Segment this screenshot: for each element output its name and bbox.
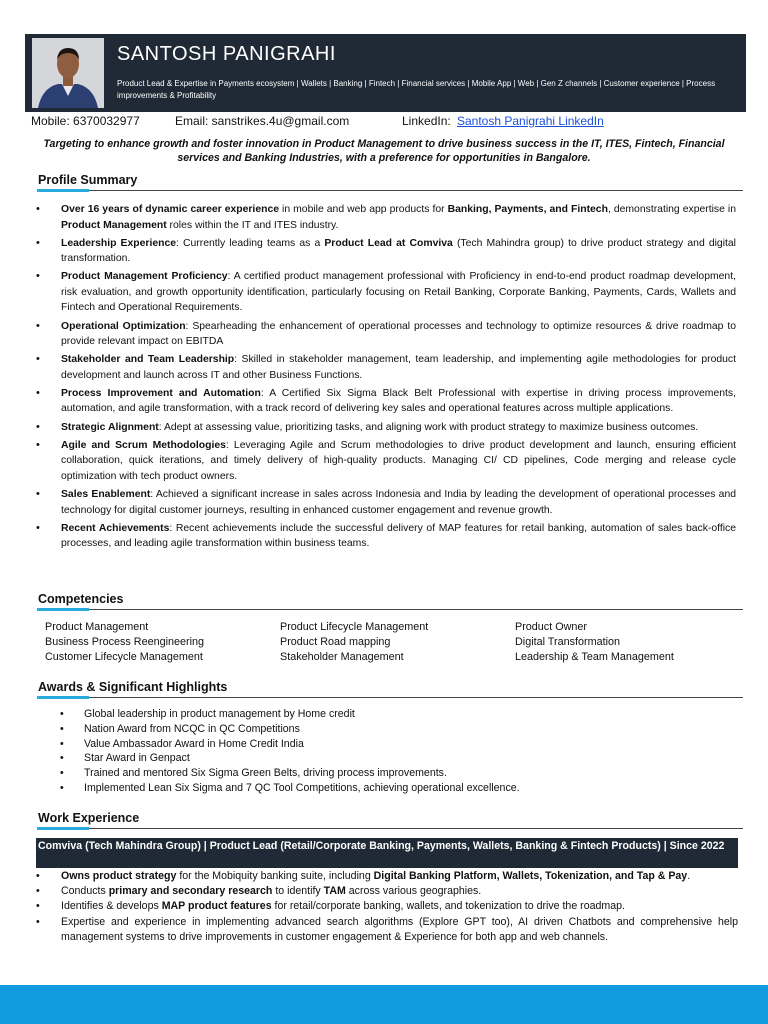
bold-text: TAM: [323, 885, 346, 898]
bullet-item: [36, 521, 736, 552]
award-item: • Star Award in Genpact: [60, 751, 520, 766]
competency-item: Leadership & Team Management: [515, 651, 674, 663]
text: across various geographies.: [345, 885, 482, 898]
competency-column: [45, 620, 204, 665]
bold-text: Leadership Experience: [61, 237, 177, 249]
bullet-item: [36, 915, 738, 945]
competency-item: Customer Lifecycle Management: [45, 651, 203, 663]
section-title-profile: Profile Summary: [38, 173, 138, 187]
section-divider: [37, 828, 743, 829]
bold-text: Product Lead at Comviva: [324, 237, 453, 249]
text: : A certified product management professional with Proficiency in end-to-end product roadmap development, risk evaluation, and growth opportunity identification, particularly focusing on Retail Banking, Corporate Banking, Payments, Cards, Wallets and Fintech and Operational Requirements.: [61, 271, 736, 314]
section-divider: [37, 609, 743, 610]
footer-band: [0, 985, 768, 1024]
linkedin-label: LinkedIn:: [402, 114, 451, 128]
bullet-item: [36, 269, 736, 316]
section-title-competencies: Competencies: [38, 592, 124, 606]
profile-summary-list: [36, 202, 736, 554]
text: to identify: [272, 885, 324, 898]
bold-text: Product Management: [61, 219, 167, 231]
text: Expertise and experience in implementing advanced search algorithms (Explore GPT too), AI driven Chatbots and comprehensive help management systems to drive improvements in customer engagement & Experience for both app and web channels.: [61, 915, 738, 943]
section-accent: [37, 608, 89, 611]
bold-text: Owns product strategy: [61, 870, 177, 882]
bold-text: Operational Optimization: [61, 320, 186, 332]
award-item: • Trained and mentored Six Sigma Green Belts, driving process improvements.: [60, 766, 520, 781]
text: : Recent achievements include the successful delivery of MAP features for retail banking, automation of sales back-office processes, and leading agile transformation within business teams.: [61, 522, 736, 550]
section-accent: [37, 189, 89, 192]
section-divider: [37, 190, 743, 191]
resume-header: [25, 34, 746, 112]
bold-text: Digital Banking Platform, Wallets, Tokenization, and Tap & Pay: [373, 870, 688, 882]
text: roles within the IT and ITES industry.: [166, 219, 339, 231]
text: : Leveraging Agile and Scrum methodologies to drive product development and launch, ensuring efficient collaboration, quick iterations, and timely delivery of high-quality products. Managing CI/ CD pipelines, Code merging and release cycle optimization with tech product owners.: [61, 439, 736, 482]
section-title-work: Work Experience: [38, 811, 140, 825]
text: for the Mobiquity banking suite, including: [176, 870, 374, 882]
bold-text: Strategic Alignment: [61, 421, 159, 433]
bullet-item: [36, 319, 736, 350]
text: : Currently leading teams as a: [176, 237, 325, 249]
section-accent: [37, 827, 89, 830]
bullet-item: [36, 899, 738, 914]
competency-item: Product Owner: [515, 621, 588, 633]
text: (Tech Mahindra group) to drive product strategy and digital transformation.: [61, 237, 736, 265]
bullet-item: [36, 386, 736, 417]
text: : A Certified Six Sigma Black Belt Professional with expertise in driving process improvements, automation, and agile transformation, with a track record of delivering key sales and operational features across multiple applications.: [61, 387, 736, 415]
bold-text: Sales Enablement: [61, 489, 151, 500]
competency-column: [515, 620, 674, 665]
bold-text: MAP product features: [161, 900, 272, 913]
text: Conducts: [61, 885, 109, 898]
job-title-bar: Comviva (Tech Mahindra Group) | Product Lead (Retail/Corporate Banking, Payments, Wallets, Banking & Fintech Products) | Since 2022: [36, 838, 738, 868]
competency-column: [280, 620, 428, 665]
bold-text: primary and secondary research: [108, 885, 273, 898]
competency-item: Business Process Reengineering: [45, 636, 205, 648]
job-duties-list: [36, 869, 738, 945]
candidate-tagline: Product Lead & Expertise in Payments ecosystem | Wallets | Banking | Fintech | Financial services | Mobile App | Web | Gen Z channels | Customer experience | Process improvements & Profitability: [117, 79, 716, 100]
text: : Skilled in stakeholder management, team leadership, and implementing agile methodologies for product development and launch across IT and other Business Functions.: [61, 354, 736, 381]
bold-text: Agile and Scrum Methodologies: [61, 439, 226, 451]
competency-item: Product Management: [45, 621, 149, 633]
career-objective: Targeting to enhance growth and foster innovation in Product Management to drive business success in the IT, ITES, Fintech, Financial services and Banking Industries, with a preference for opportunities in Bangalore.: [43, 138, 725, 164]
bold-text: Process Improvement and Automation: [61, 387, 261, 399]
bullet-item: [36, 202, 736, 233]
bullet-item: [36, 487, 736, 518]
bullet-item: [36, 438, 736, 485]
bullet-item: [36, 236, 736, 267]
award-item: • Nation Award from NCQC in QC Competitions: [60, 722, 520, 737]
linkedin-link[interactable]: Santosh Panigrahi LinkedIn: [457, 114, 604, 128]
bold-text: Stakeholder and Team Leadership: [61, 354, 235, 366]
award-item: • Implemented Lean Six Sigma and 7 QC Tool Competitions, achieving operational excellence.: [60, 781, 520, 796]
competency-item: Product Road mapping: [280, 636, 391, 648]
section-accent: [37, 696, 89, 699]
bold-text: Over 16 years of dynamic career experience: [61, 204, 279, 215]
bullet-item: [36, 884, 738, 899]
text: : Adept at assessing value, prioritizing tasks, and aligning work with product strategy to maximize business outcomes.: [158, 421, 699, 433]
text: in mobile and web app products for: [279, 204, 448, 215]
bullet-item: [36, 352, 736, 383]
text: .: [687, 870, 691, 882]
bold-text: Product Management Proficiency: [61, 271, 228, 283]
award-item: • Global leadership in product management by Home credit: [60, 707, 520, 722]
section-title-awards: Awards & Significant Highlights: [38, 680, 228, 694]
text: : Achieved a significant increase in sales across Indonesia and India by leading the development of operational processes and technology for digital customer journeys, resulting in enhanced customer engagement and revenue growth.: [61, 489, 737, 516]
mobile-text: Mobile: 6370032977: [31, 114, 140, 128]
competency-item: Product Lifecycle Management: [280, 621, 429, 633]
bullet-item: [36, 869, 738, 884]
section-divider: [37, 697, 743, 698]
text: Identifies & develops: [61, 900, 162, 913]
candidate-name: SANTOSH PANIGRAHI: [117, 43, 336, 65]
profile-photo: [32, 38, 104, 108]
bold-text: Recent Achievements: [61, 522, 170, 534]
competency-item: Digital Transformation: [515, 636, 621, 648]
award-item: • Value Ambassador Award in Home Credit India: [60, 737, 520, 752]
email-text: Email: sanstrikes.4u@gmail.com: [175, 114, 350, 128]
competency-item: Stakeholder Management: [280, 651, 404, 663]
text: for retail/corporate banking, wallets, and tokenization to drive the roadmap.: [271, 900, 625, 913]
text: : Spearheading the enhancement of operational processes and technology to optimize resources & drive roadmap to provide relevant impact on EBITDA: [61, 320, 736, 348]
text: , demonstrating expertise in: [607, 204, 736, 215]
bold-text: Banking, Payments, and Fintech: [447, 204, 608, 215]
awards-list: [60, 707, 520, 796]
bullet-item: [36, 420, 736, 436]
